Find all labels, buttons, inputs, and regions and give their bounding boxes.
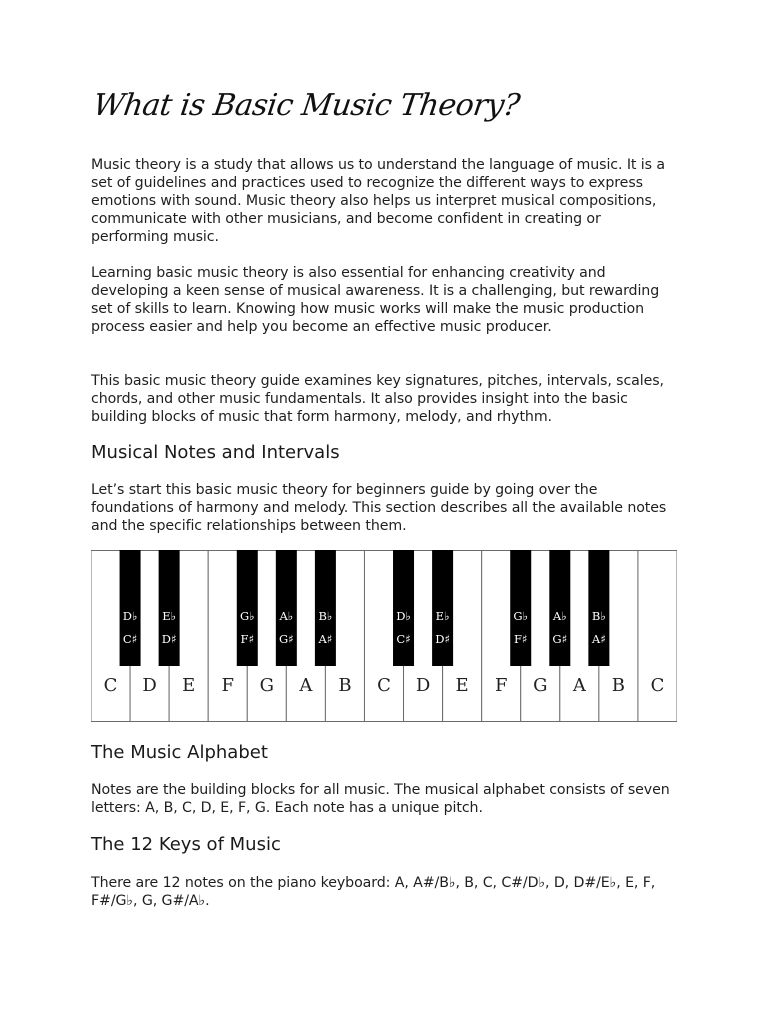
- white-key-label: E: [182, 675, 196, 696]
- piano-keyboard-diagram: [91, 550, 677, 722]
- black-key-sharp-label: A♯: [591, 632, 606, 646]
- black-key-flat-label: A♭: [279, 609, 294, 623]
- black-key-flat-label: G♭: [513, 609, 529, 623]
- black-key-sharp-label: D♯: [435, 632, 450, 646]
- white-key-label: C: [103, 675, 118, 696]
- black-key: [120, 550, 141, 666]
- black-key-sharp-label: C♯: [396, 632, 411, 646]
- white-key-label: B: [338, 675, 352, 696]
- page-title: What is Basic Music Theory?: [91, 88, 522, 123]
- black-key: [237, 550, 258, 666]
- heading-12-keys: The 12 Keys of Music: [91, 834, 281, 855]
- black-key: [432, 550, 453, 666]
- white-key-label: C: [650, 675, 665, 696]
- music-alphabet-paragraph: Notes are the building blocks for all music. The musical alphabet consists of seven letters: A, B, C, D, E, F, G. Each note has a unique pitch.: [91, 782, 670, 816]
- white-key-label: G: [259, 675, 274, 696]
- white-key-label: A: [572, 675, 586, 696]
- black-key: [393, 550, 414, 666]
- black-key-sharp-label: F♯: [513, 632, 528, 646]
- black-key-sharp-label: G♯: [552, 632, 568, 646]
- notes-intervals-paragraph: Let’s start this basic music theory for beginners guide by going over the foundations of harmony and melody. This section describes all the available notes and the specific relationships between them.: [91, 482, 667, 534]
- intro-paragraph-1: Music theory is a study that allows us to understand the language of music. It is a set of guidelines and practices used to recognize the different ways to express emotions with sound. Music theory also helps us interpret musical compositions, communicate with other musicians, and become confident in creating or performing music.: [91, 157, 665, 245]
- white-key-label: D: [415, 675, 431, 696]
- white-key-label: E: [455, 675, 469, 696]
- white-key-label: F: [494, 675, 508, 696]
- black-key-flat-label: B♭: [318, 609, 333, 623]
- black-key: [588, 550, 609, 666]
- heading-music-alphabet: The Music Alphabet: [91, 742, 268, 763]
- black-key-sharp-label: C♯: [122, 632, 138, 646]
- black-key-flat-label: E♭: [435, 609, 450, 623]
- black-key-flat-label: E♭: [162, 609, 177, 623]
- black-key-sharp-label: G♯: [278, 632, 294, 646]
- white-key-label: C: [377, 675, 391, 696]
- black-key-sharp-label: D♯: [161, 632, 177, 646]
- black-key: [159, 550, 180, 666]
- black-key-flat-label: B♭: [591, 609, 606, 623]
- black-key-flat-label: A♭: [552, 609, 567, 623]
- black-key-sharp-label: F♯: [240, 632, 255, 646]
- black-key: [276, 550, 297, 666]
- black-key-flat-label: D♭: [122, 609, 138, 623]
- intro-paragraph-3: This basic music theory guide examines key signatures, pitches, intervals, scales, chords, and other music fundamentals. It also provides insight into the basic building blocks of music that form harmony, melody, and rhythm.: [91, 373, 664, 425]
- white-key-label: A: [299, 675, 313, 696]
- black-key-sharp-label: A♯: [318, 632, 333, 646]
- black-key-flat-label: G♭: [239, 609, 255, 623]
- black-key: [510, 550, 531, 666]
- intro-paragraph-2: Learning basic music theory is also essential for enhancing creativity and developing a keen sense of musical awareness. It is a challenging, but rewarding set of skills to learn. Knowing how music works will make the music production process easier and help you become an effective music producer.: [91, 265, 660, 335]
- heading-notes-intervals: Musical Notes and Intervals: [91, 442, 340, 463]
- white-key-label: G: [533, 675, 548, 696]
- black-key-flat-label: D♭: [396, 609, 411, 623]
- black-key: [315, 550, 336, 666]
- white-key-label: B: [611, 675, 626, 696]
- twelve-keys-paragraph: There are 12 notes on the piano keyboard: A, A#/B♭, B, C, C#/D♭, D, D#/E♭, E, F, F#/G♭, G, G#/A♭.: [91, 875, 656, 909]
- black-key: [549, 550, 570, 666]
- white-key-label: F: [221, 675, 234, 696]
- white-key-label: D: [142, 675, 157, 696]
